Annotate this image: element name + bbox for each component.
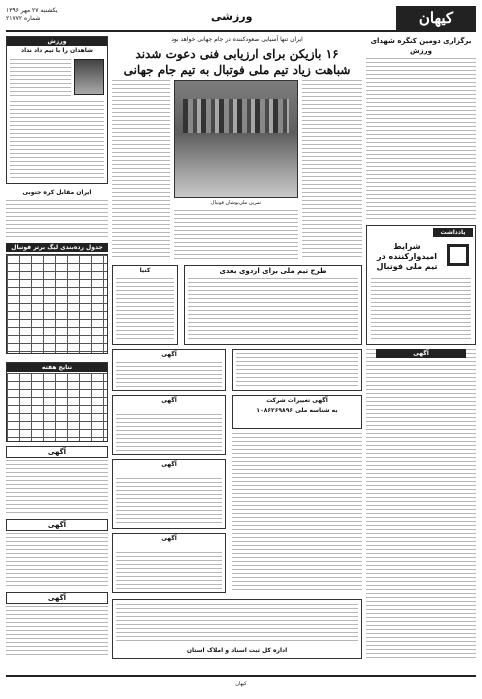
league-table [6,254,108,354]
notice-title-2: آگهی [6,519,108,531]
ad-4-title: آگهی [161,397,177,404]
league-table-2 [6,362,108,442]
lead-headline-1: ۱۶ بازیکن برای ارزیابی فنی دعوت شدند [135,47,339,61]
left-column-label: ورزش [7,37,107,46]
story-coach-plan [184,265,362,345]
players-figures [183,99,289,133]
ad-3-subtitle: به شناسه ملی ۱۰۸۶۲۶۹۸۹۶ [256,407,338,414]
ad-6-title: آگهی [161,535,177,542]
right-ad-bar: آگهی [376,349,466,358]
left-column-box [6,36,108,184]
notice-title-1: آگهی [6,446,108,458]
league-table-2-title: نتایج هفته [7,363,107,372]
league-headline: ایران مقابل کره جنوبی [22,189,92,196]
kayhan-logo: کیهان [396,6,476,30]
team-photo [174,80,298,198]
photo-caption: تمرین ملی‌پوشان فوتبال [210,200,262,206]
ad-5 [112,459,226,529]
league-table-section [6,188,108,358]
portrait-photo [74,59,104,95]
right-article [366,36,476,221]
featured-article-box [366,225,476,345]
lead-body-center [174,210,298,260]
notice-title-3: آگهی [6,592,108,604]
ad-3-body [232,433,362,593]
ad-5-title: آگهی [161,461,177,468]
featured-tag: یادداشت [433,228,473,237]
footer-text: کیهان [235,681,247,687]
section-title: ورزشی [211,10,253,23]
story-kenya [112,265,178,345]
right-article-body [366,58,476,221]
lead-kicker: ایران تنها آسیایی صعودکننده در جام جهانی خواهد بود [171,36,303,43]
masthead [6,6,476,32]
ad-bottom-footer: اداره کل ثبت اسناد و املاک استان [186,647,288,654]
middle-stories [112,265,362,345]
ad-bottom [112,599,362,659]
featured-body [371,278,471,340]
ad-2 [112,349,226,391]
ad-2-title: آگهی [161,351,177,358]
ad-4 [112,395,226,455]
right-column-text [366,349,476,659]
lead-body-left [112,80,170,260]
issue-info: یکشنبه ۲۷ مهر ۱۳۹۶ شماره ۲۱۷۷۲ [6,7,58,22]
ad-3-title: آگهی تغییرات شرکت [266,397,328,404]
ad-6 [112,533,226,593]
league-table-title: جدول رده‌بندی لیگ برتر فوتبال [6,243,108,252]
page-footer [6,675,476,693]
story-kenya-title: کنیا [139,267,151,274]
lead-body-right [302,80,362,260]
story-coach-title: طرح تیم ملی برای اردوی بعدی [219,267,327,275]
ads-section [112,349,362,659]
featured-title: شرایط امیدوارکننده در تیم ملی فوتبال [376,242,438,271]
lead-story [112,36,362,261]
lead-headline-2: شباهت زیاد تیم ملی فوتبال به تیم جام جهانی [123,63,351,77]
notices-left [6,446,108,659]
right-article-title: برگزاری دومین کنگره شهدای ورزش [370,37,472,55]
ad-3 [232,395,362,429]
left-column-title: شاهدان را با تیم داد نداد [21,47,93,54]
featured-icon [447,244,469,266]
ad-1 [232,349,362,391]
